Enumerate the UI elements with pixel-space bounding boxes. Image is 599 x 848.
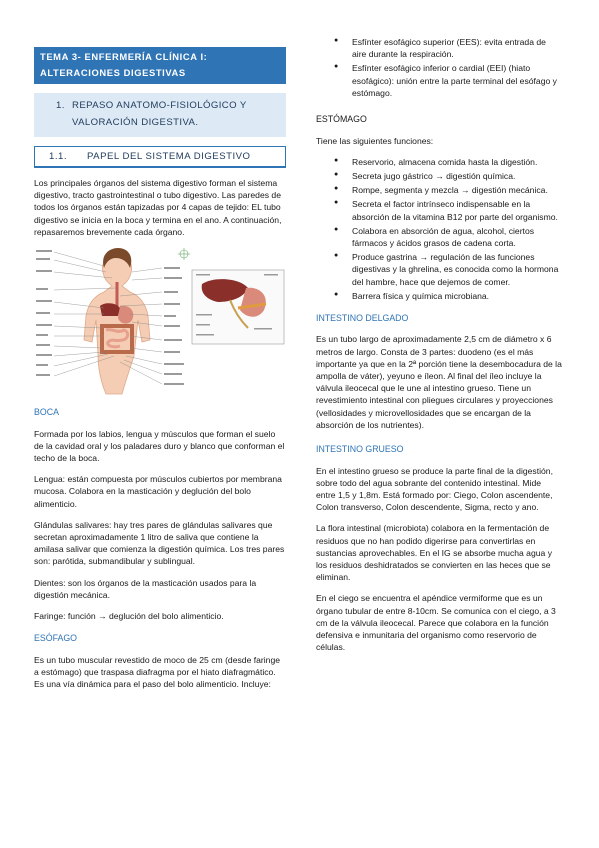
- list-item: ● Esfínter esofágico superior (EES): evita entrada de aire durante la respiración.: [316, 36, 562, 60]
- paragraph: Dientes: son los órganos de la masticación usados para la digestión mecánica.: [34, 577, 257, 600]
- digestive-system-illustration-icon: [34, 244, 286, 396]
- section-number: 1.: [56, 99, 65, 111]
- right-column: [316, 0, 562, 653]
- list-item: ● Colabora en absorción de agua, alcohol, ciertos fármacos y ácidos grasos de cadena corta.: [316, 225, 562, 249]
- section-heading-1-1: [34, 146, 286, 168]
- list-item: ● Secreta jugo gástrico → digestión química.: [316, 170, 562, 182]
- list-item: ● Secreta el factor intrínseco indispensable en la absorción de la vitamina B12 por parte del organismo.: [316, 198, 562, 222]
- heading-boca: BOCA: [34, 407, 59, 418]
- esofago-list: [316, 36, 562, 99]
- paragraph: Tiene las siguientes funciones:: [316, 135, 434, 146]
- paragraph: Glándulas salivares: hay tres pares de glándulas salivares que secretan aproximadamente 1 litro de saliva que contiene la amilasa salivar que comienza la digestión química. Los tres pares son: parótida, submandibular y sublingual.: [34, 519, 285, 567]
- list-item: ● Rompe, segmenta y mezcla → digestión mecánica.: [316, 184, 562, 196]
- section-heading-1: [34, 93, 286, 138]
- digestive-system-figure: [34, 244, 286, 396]
- heading-esofago: ESÓFAGO: [34, 633, 78, 644]
- heading-intestino-grueso: INTESTINO GRUESO: [316, 444, 404, 455]
- list-item: ● Barrera física y química microbiana.: [316, 290, 562, 302]
- list-item: ● Reservorio, almacena comida hasta la digestión.: [316, 156, 562, 168]
- heading-estomago: ESTÓMAGO: [316, 114, 367, 125]
- paragraph: Lengua: están compuesta por músculos cubiertos por membrana mucosa. Colabora en la masticación y deglución del bolo alimenticio.: [34, 474, 282, 509]
- section-label: PAPEL DEL SISTEMA DIGESTIVO: [87, 151, 251, 163]
- intro-paragraph: Los principales órganos del sistema digestivo forman el sistema digestivo, tracto gastrointestinal o tubo digestivo. Las paredes de todos los órganos están tapizadas por 4 capas de tejido: EL tubo digestivo se inicia en la boca y termina en el ano. A continuación, repasaremos brevemente cada órgano.: [34, 178, 282, 237]
- paragraph: Faringe: función → deglución del bolo alimenticio.: [34, 611, 224, 622]
- paragraph: En el ciego se encuentra el apéndice vermiforme que es un órgano tubular de entre 8-10cm. Se comunica con el ciego, a 3 cm de la válvula ileocecal. Parece que colabora en la función defensiva e inmunitaria del organismo como reservorio de células.: [316, 593, 556, 653]
- paragraph: Es un tubo largo de aproximadamente 2,5 cm de diámetro x 6 metros de largo. Consta de 3 partes: duodeno (es el más importante ya que en la 2ª porción tiene la desembocadura de la ampolla de váter), yeyuno e íleon. Al final del íleo incluye la válvula ileocecal que le une al intestino grueso. Tiene un revestimiento intestinal con pliegues circulares y proyecciones (vellosidades y microvellosidades que se encargan de la absorción de los nutrientes).: [316, 334, 562, 430]
- paragraph: La flora intestinal (microbiota) colabora en la fermentación de residuos que no han podido digerirse para convertirlas en sustancias aprovechables. En el IG se absorbe mucha agua y los residuos deshidratados se convierten en las heces que se eliminan.: [316, 523, 552, 583]
- estomago-list: [316, 156, 562, 302]
- section-number: 1.1.: [49, 151, 68, 163]
- list-item: ● Esfínter esofágico inferior o cardial (EEI) (hiato esofágico): unión entre la parte terminal del esófago y estómago.: [316, 62, 562, 99]
- section-label: REPASO ANATOMO-FISIOLÓGICO Y VALORACIÓN DIGESTIVA.: [72, 99, 247, 128]
- heading-intestino-delgado: INTESTINO DELGADO: [316, 312, 409, 323]
- paragraph: En el intestino grueso se produce la parte final de la digestión, sobre todo del agua sobrante del contenido intestinal. Mide entre 1,5 y 1,8m. Está formado por: Ciego, Colon ascendente, Colon transverso, Colon descendente, Sigma, recto y ano.: [316, 465, 553, 513]
- paragraph: Formada por los labios, lengua y músculos que forman el suelo de la cavidad oral y los paladares duro y blanco que conforman el techo de la boca.: [34, 428, 285, 463]
- document-title: TEMA 3- ENFERMERÍA CLÍNICA I: ALTERACIONES DIGESTIVAS: [34, 47, 286, 84]
- list-item: ● Produce gastrina → regulación de las funciones digestivas y la ghrelina, es conocida como la hormona del hambre, hace que dejemos de comer.: [316, 251, 562, 288]
- paragraph: Es un tubo muscular revestido de moco de 25 cm (desde faringe a estómago) que traspasa diafragma por el hiato diafragmático. Es una vía dinámica para el paso del bolo alimenticio. Incluye:: [34, 654, 281, 690]
- left-column: [34, 0, 286, 690]
